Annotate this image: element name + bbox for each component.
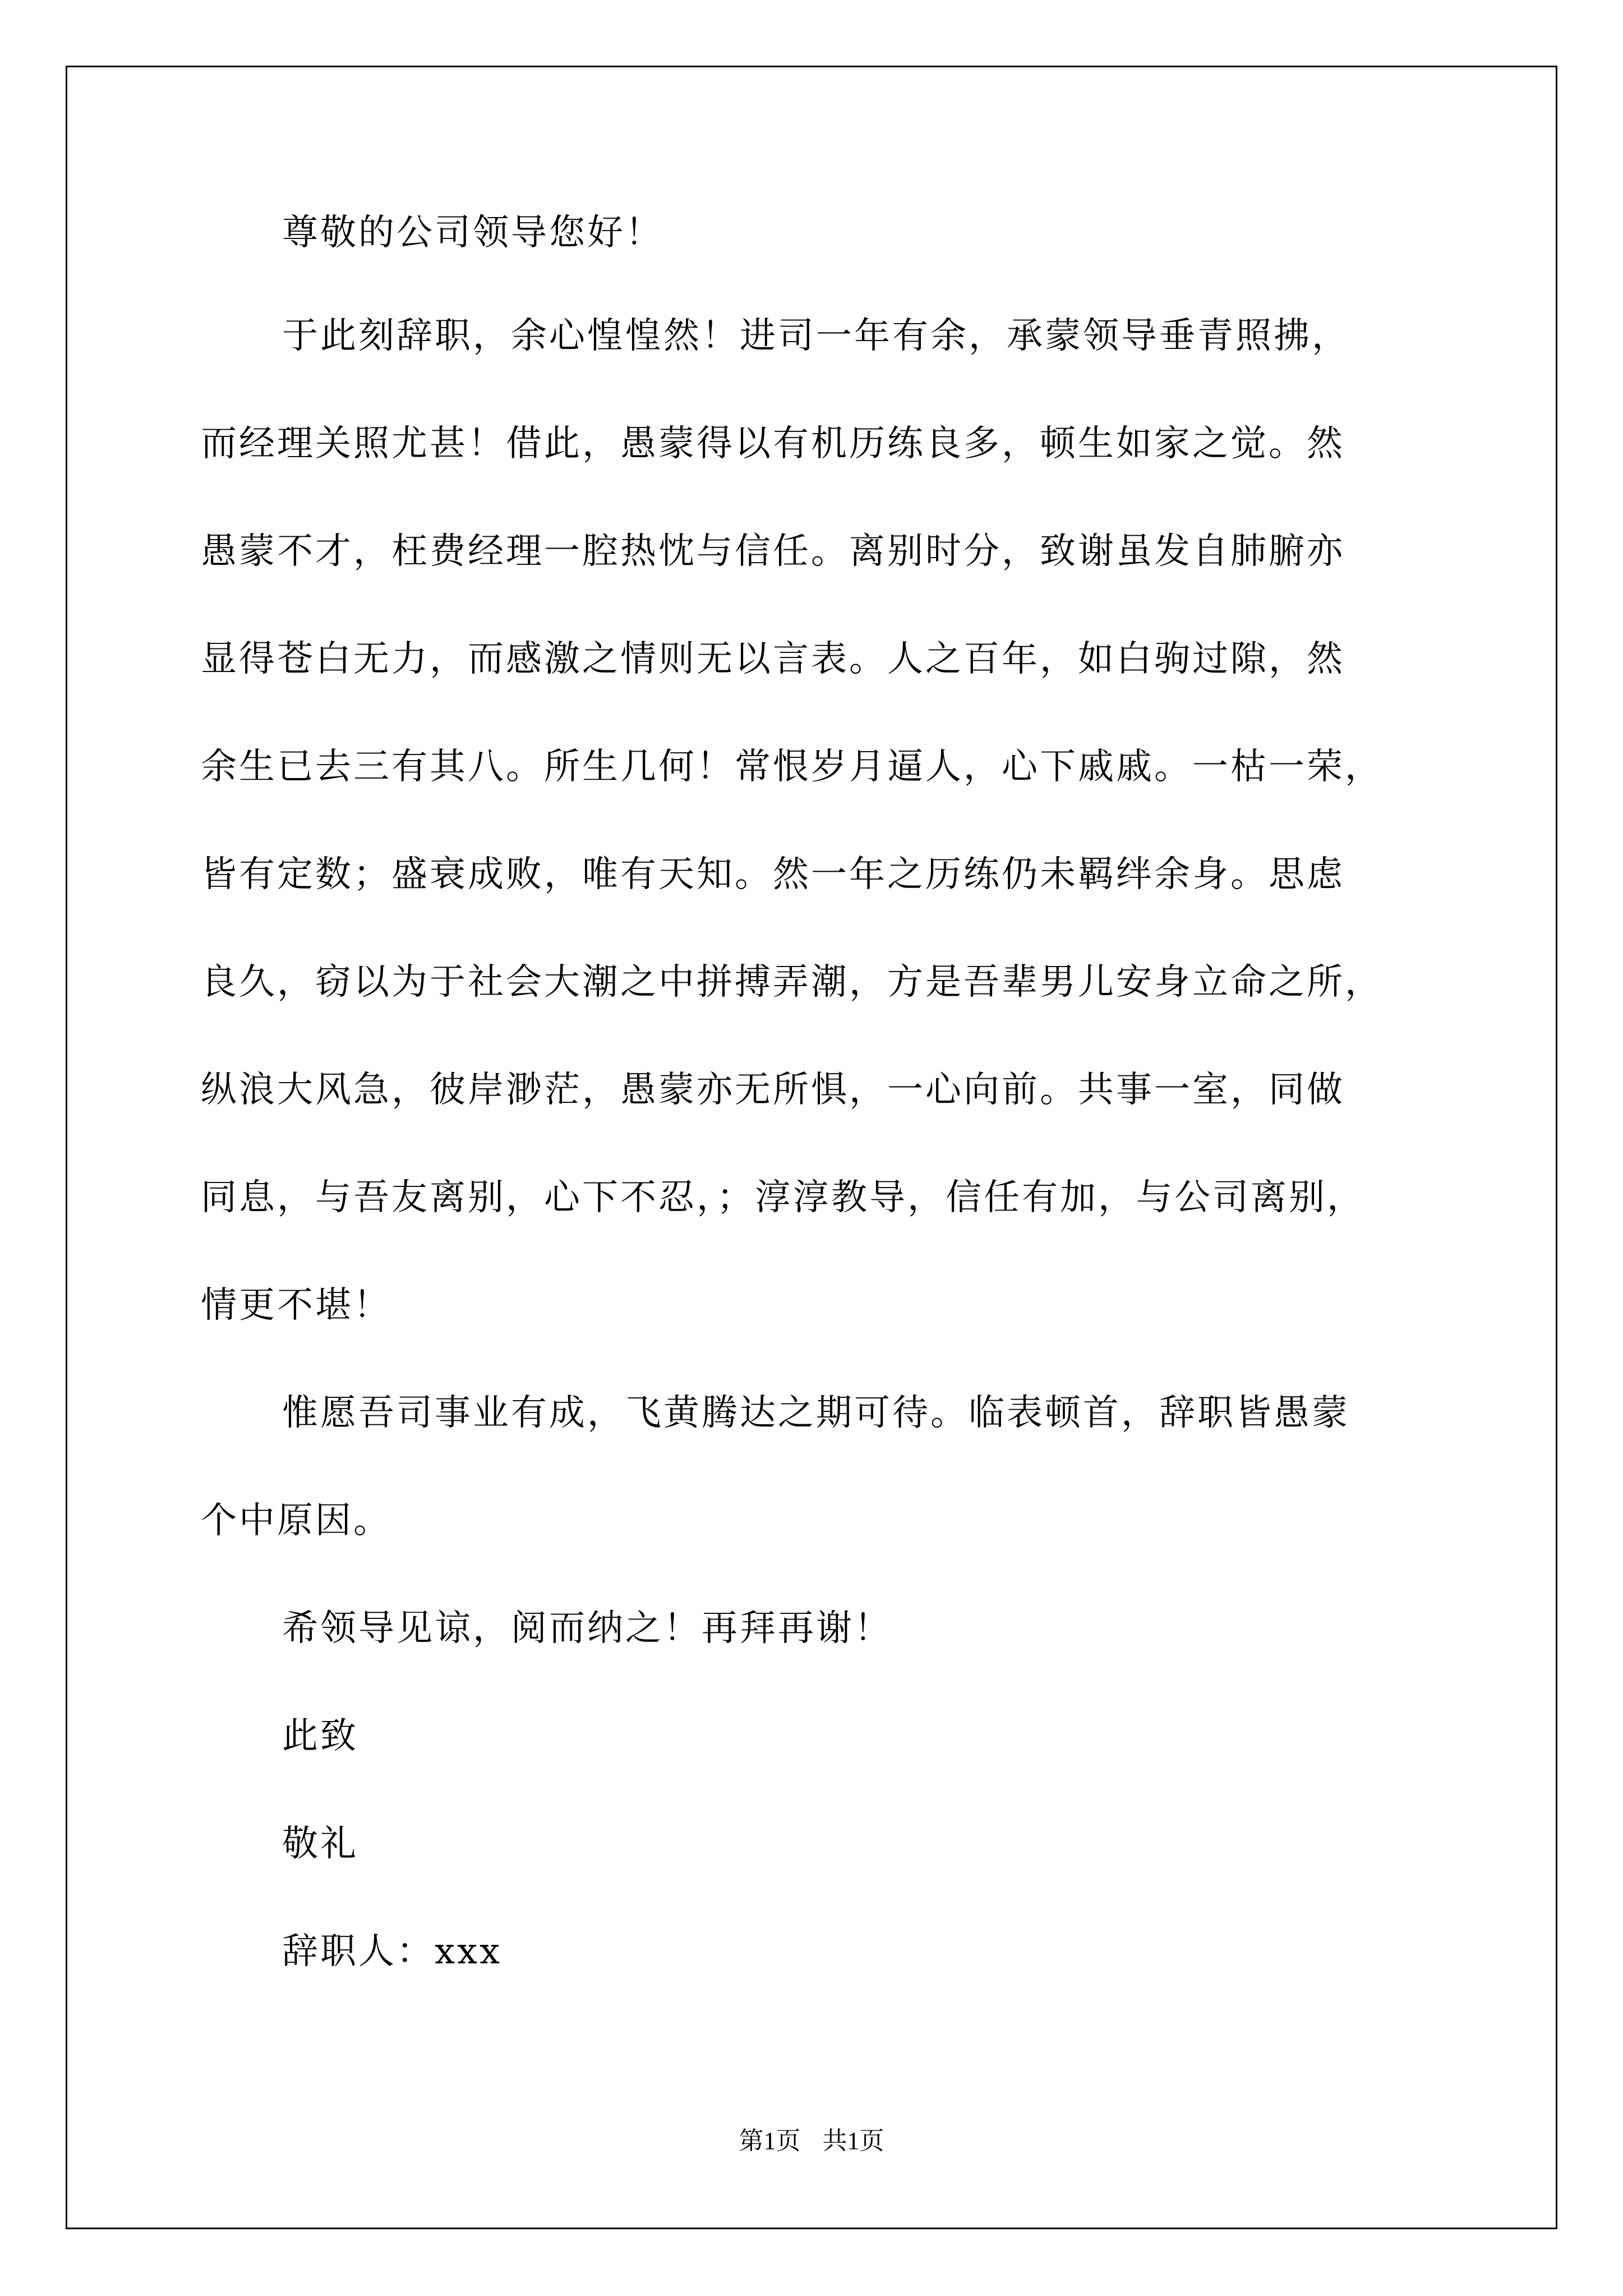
closing-line: 敬礼 bbox=[282, 1823, 358, 1865]
paragraph-line: 良久，窃以为于社会大潮之中拼搏弄潮，方是吾辈男儿安身立命之所， bbox=[201, 961, 1383, 1003]
page-number: 第1页 bbox=[739, 2127, 801, 2155]
paragraph-line: 愚蒙不才，枉费经理一腔热忱与信任。离别时分，致谢虽发自肺腑亦 bbox=[201, 531, 1345, 572]
paragraph-line: 于此刻辞职，余心惶惶然！进司一年有余，承蒙领导垂青照拂， bbox=[282, 315, 1350, 357]
page-footer bbox=[0, 2120, 1623, 2156]
paragraph-line: 显得苍白无力，而感激之情则无以言表。人之百年，如白驹过隙，然 bbox=[201, 638, 1345, 680]
paragraph-line: 余生已去三有其八。所生几何！常恨岁月逼人，心下戚戚。一枯一荣， bbox=[201, 746, 1383, 788]
page-total: 共1页 bbox=[822, 2127, 884, 2155]
paragraph-line: 惟愿吾司事业有成，飞黄腾达之期可待。临表顿首，辞职皆愚蒙 bbox=[282, 1392, 1350, 1434]
paragraph-line: 个中原因。 bbox=[201, 1500, 391, 1542]
closing-line: 此致 bbox=[282, 1715, 358, 1757]
page-frame bbox=[66, 66, 1557, 2229]
signature: 辞职人：xxx bbox=[282, 1931, 502, 1972]
paragraph-line: 希领导见谅，阅而纳之！再拜再谢！ bbox=[282, 1608, 892, 1649]
paragraph-line: 皆有定数；盛衰成败，唯有天知。然一年之历练仍未羁绊余身。思虑 bbox=[201, 854, 1345, 895]
paragraph-line: 同息，与吾友离别，心下不忍，；淳淳教导，信任有加，与公司离别， bbox=[201, 1177, 1365, 1218]
paragraph-line: 情更不堪！ bbox=[201, 1285, 391, 1326]
salutation: 尊敬的公司领导您好！ bbox=[282, 212, 663, 254]
paragraph-line: 而经理关照尤甚！借此，愚蒙得以有机历练良多，顿生如家之觉。然 bbox=[201, 423, 1345, 464]
paragraph-line: 纵浪大风急，彼岸渺茫，愚蒙亦无所惧，一心向前。共事一室，同做 bbox=[201, 1069, 1345, 1111]
